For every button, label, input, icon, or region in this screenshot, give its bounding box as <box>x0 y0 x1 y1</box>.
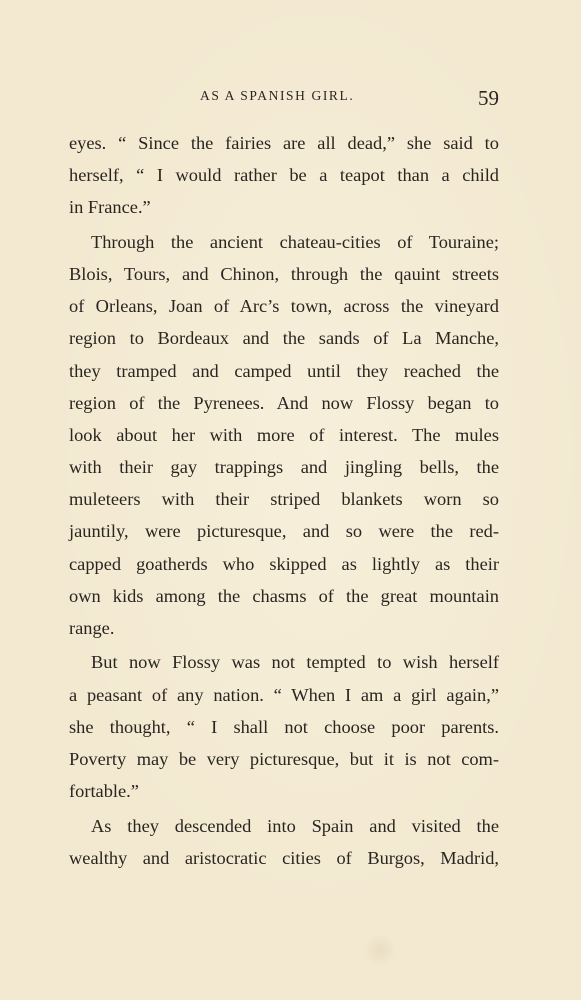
paragraph <box>69 226 499 644</box>
text-line: Poverty may be very picturesque, but it is not com- <box>69 748 499 769</box>
text-line: with their gay trappings and jingling bells, the <box>69 457 499 478</box>
text-line: eyes. “ Since the fairies are all dead,” she said to <box>69 133 499 153</box>
paper-stain <box>360 935 400 965</box>
text-line: look about her with more of interest. The mules <box>69 424 499 445</box>
text-line: of Orleans, Joan of Arc’s town, across the vineyard <box>69 296 499 317</box>
text-line: herself, “ I would rather be a teapot than a child <box>69 165 499 186</box>
text-line: they tramped and camped until they reached the <box>69 360 499 381</box>
running-head <box>0 86 581 110</box>
text-line: region to Bordeaux and the sands of La Manche, <box>69 328 499 349</box>
running-title: AS A SPANISH GIRL. <box>200 88 355 103</box>
body-text <box>69 127 499 874</box>
text-line: wealthy and aristocratic cities of Burgos, Madrid, <box>69 847 499 868</box>
text-line: fortable.” <box>69 781 139 802</box>
text-line: jauntily, were picturesque, and so were the red- <box>69 521 499 542</box>
text-line: range. <box>69 618 115 638</box>
text-line: in France.” <box>69 197 151 218</box>
page-number: 59 <box>478 86 499 110</box>
text-line: a peasant of any nation. “ When I am a girl again,” <box>69 684 499 705</box>
paragraph <box>69 127 499 224</box>
text-line: muleteers with their striped blankets worn so <box>69 489 499 510</box>
text-line: capped goatherds who skipped as lightly as their <box>69 553 499 574</box>
paragraph <box>69 810 499 874</box>
text-line: As they descended into Spain and visited the <box>91 815 499 836</box>
text-line: But now Flossy was not tempted to wish herself <box>91 652 499 673</box>
text-line: Through the ancient chateau-cities of Touraine; <box>91 231 499 252</box>
text-line: own kids among the chasms of the great mountain <box>69 585 499 606</box>
text-line: region of the Pyrenees. And now Flossy began to <box>69 392 499 413</box>
text-line: Blois, Tours, and Chinon, through the qauint streets <box>69 263 499 284</box>
text-line: she thought, “ I shall not choose poor parents. <box>69 716 499 737</box>
paragraph <box>69 646 499 807</box>
